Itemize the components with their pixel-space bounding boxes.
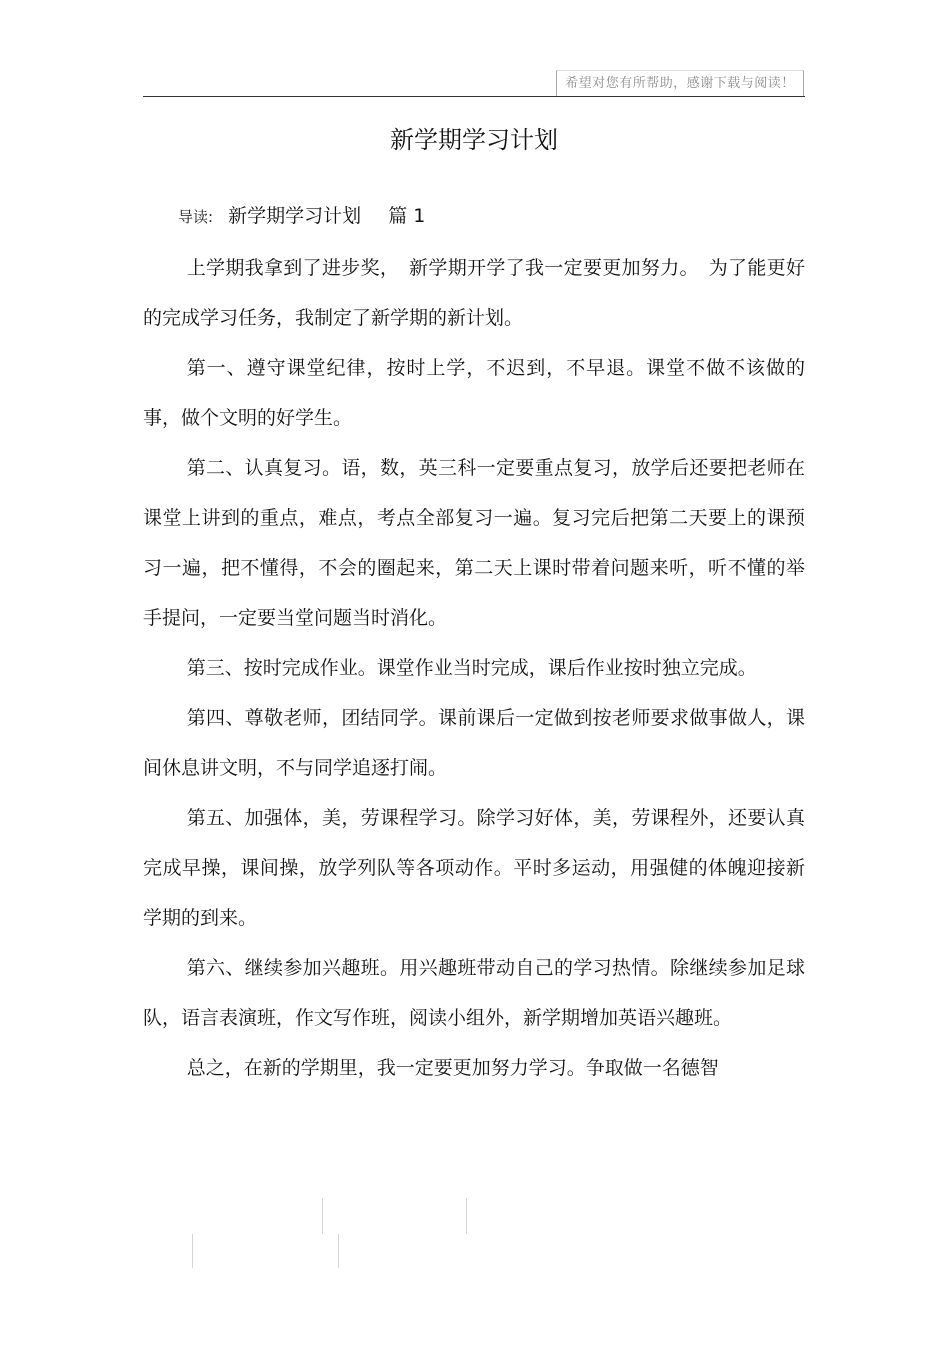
paragraph-item-1: 第一、遵守课堂纪律，按时上学，不迟到，不早退。课堂不做不该做的事，做个文明的好学生。 bbox=[143, 357, 805, 429]
header-note: 希望对您有所帮助，感谢下载与阅读！ bbox=[556, 70, 804, 96]
scan-line-artifact bbox=[192, 1234, 193, 1268]
scan-line-artifact bbox=[322, 1198, 323, 1234]
lead-chapter: 篇 1 bbox=[388, 205, 426, 227]
paragraph-item-3: 第三、按时完成作业。课堂作业当时完成，课后作业按时独立完成。 bbox=[186, 657, 757, 679]
scan-line-artifact bbox=[338, 1234, 339, 1268]
lead-text: 新学期学习计划 bbox=[228, 205, 362, 227]
paragraph-item-6: 第六、继续参加兴趣班。用兴趣班带动自己的学习热情。除继续参加足球队，语言表演班，作文写作班，阅读小组外，新学期增加英语兴趣班。 bbox=[143, 957, 805, 1029]
scan-line-artifact bbox=[466, 1198, 467, 1234]
body-text bbox=[143, 243, 805, 1093]
paragraph-item-4: 第四、尊敬老师，团结同学。课前课后一定做到按老师要求做事做人，课间休息讲文明，不与同学追逐打闹。 bbox=[143, 707, 805, 779]
paragraph-item-5: 第五、加强体，美，劳课程学习。除学习好体，美，劳课程外，还要认真完成早操，课间操，放学列队等各项动作。平时多运动，用强健的体魄迎接新学期的到来。 bbox=[143, 807, 805, 929]
header-divider bbox=[143, 96, 805, 97]
paragraph-conclusion: 总之，在新的学期里，我一定要更加努力学习。争取做一名德智 bbox=[186, 1057, 719, 1079]
lead-label: 导读: bbox=[178, 208, 214, 226]
paragraph-intro: 上学期我拿到了进步奖， 新学期开学了我一定要更加努力。 为了能更好的完成学习任务，我制定了新学期的新计划。 bbox=[143, 257, 805, 329]
page-title: 新学期学习计划 bbox=[390, 126, 558, 154]
paragraph-item-2: 第二、认真复习。语，数，英三科一定要重点复习，放学后还要把老师在课堂上讲到的重点，难点，考点全部复习一遍。复习完后把第二天要上的课预习一遍，把不懂得，不会的圈起来，第二天上课时带着问题来听，听不懂的举手提问，一定要当堂问题当时消化。 bbox=[143, 457, 805, 629]
lead-line bbox=[178, 198, 425, 234]
